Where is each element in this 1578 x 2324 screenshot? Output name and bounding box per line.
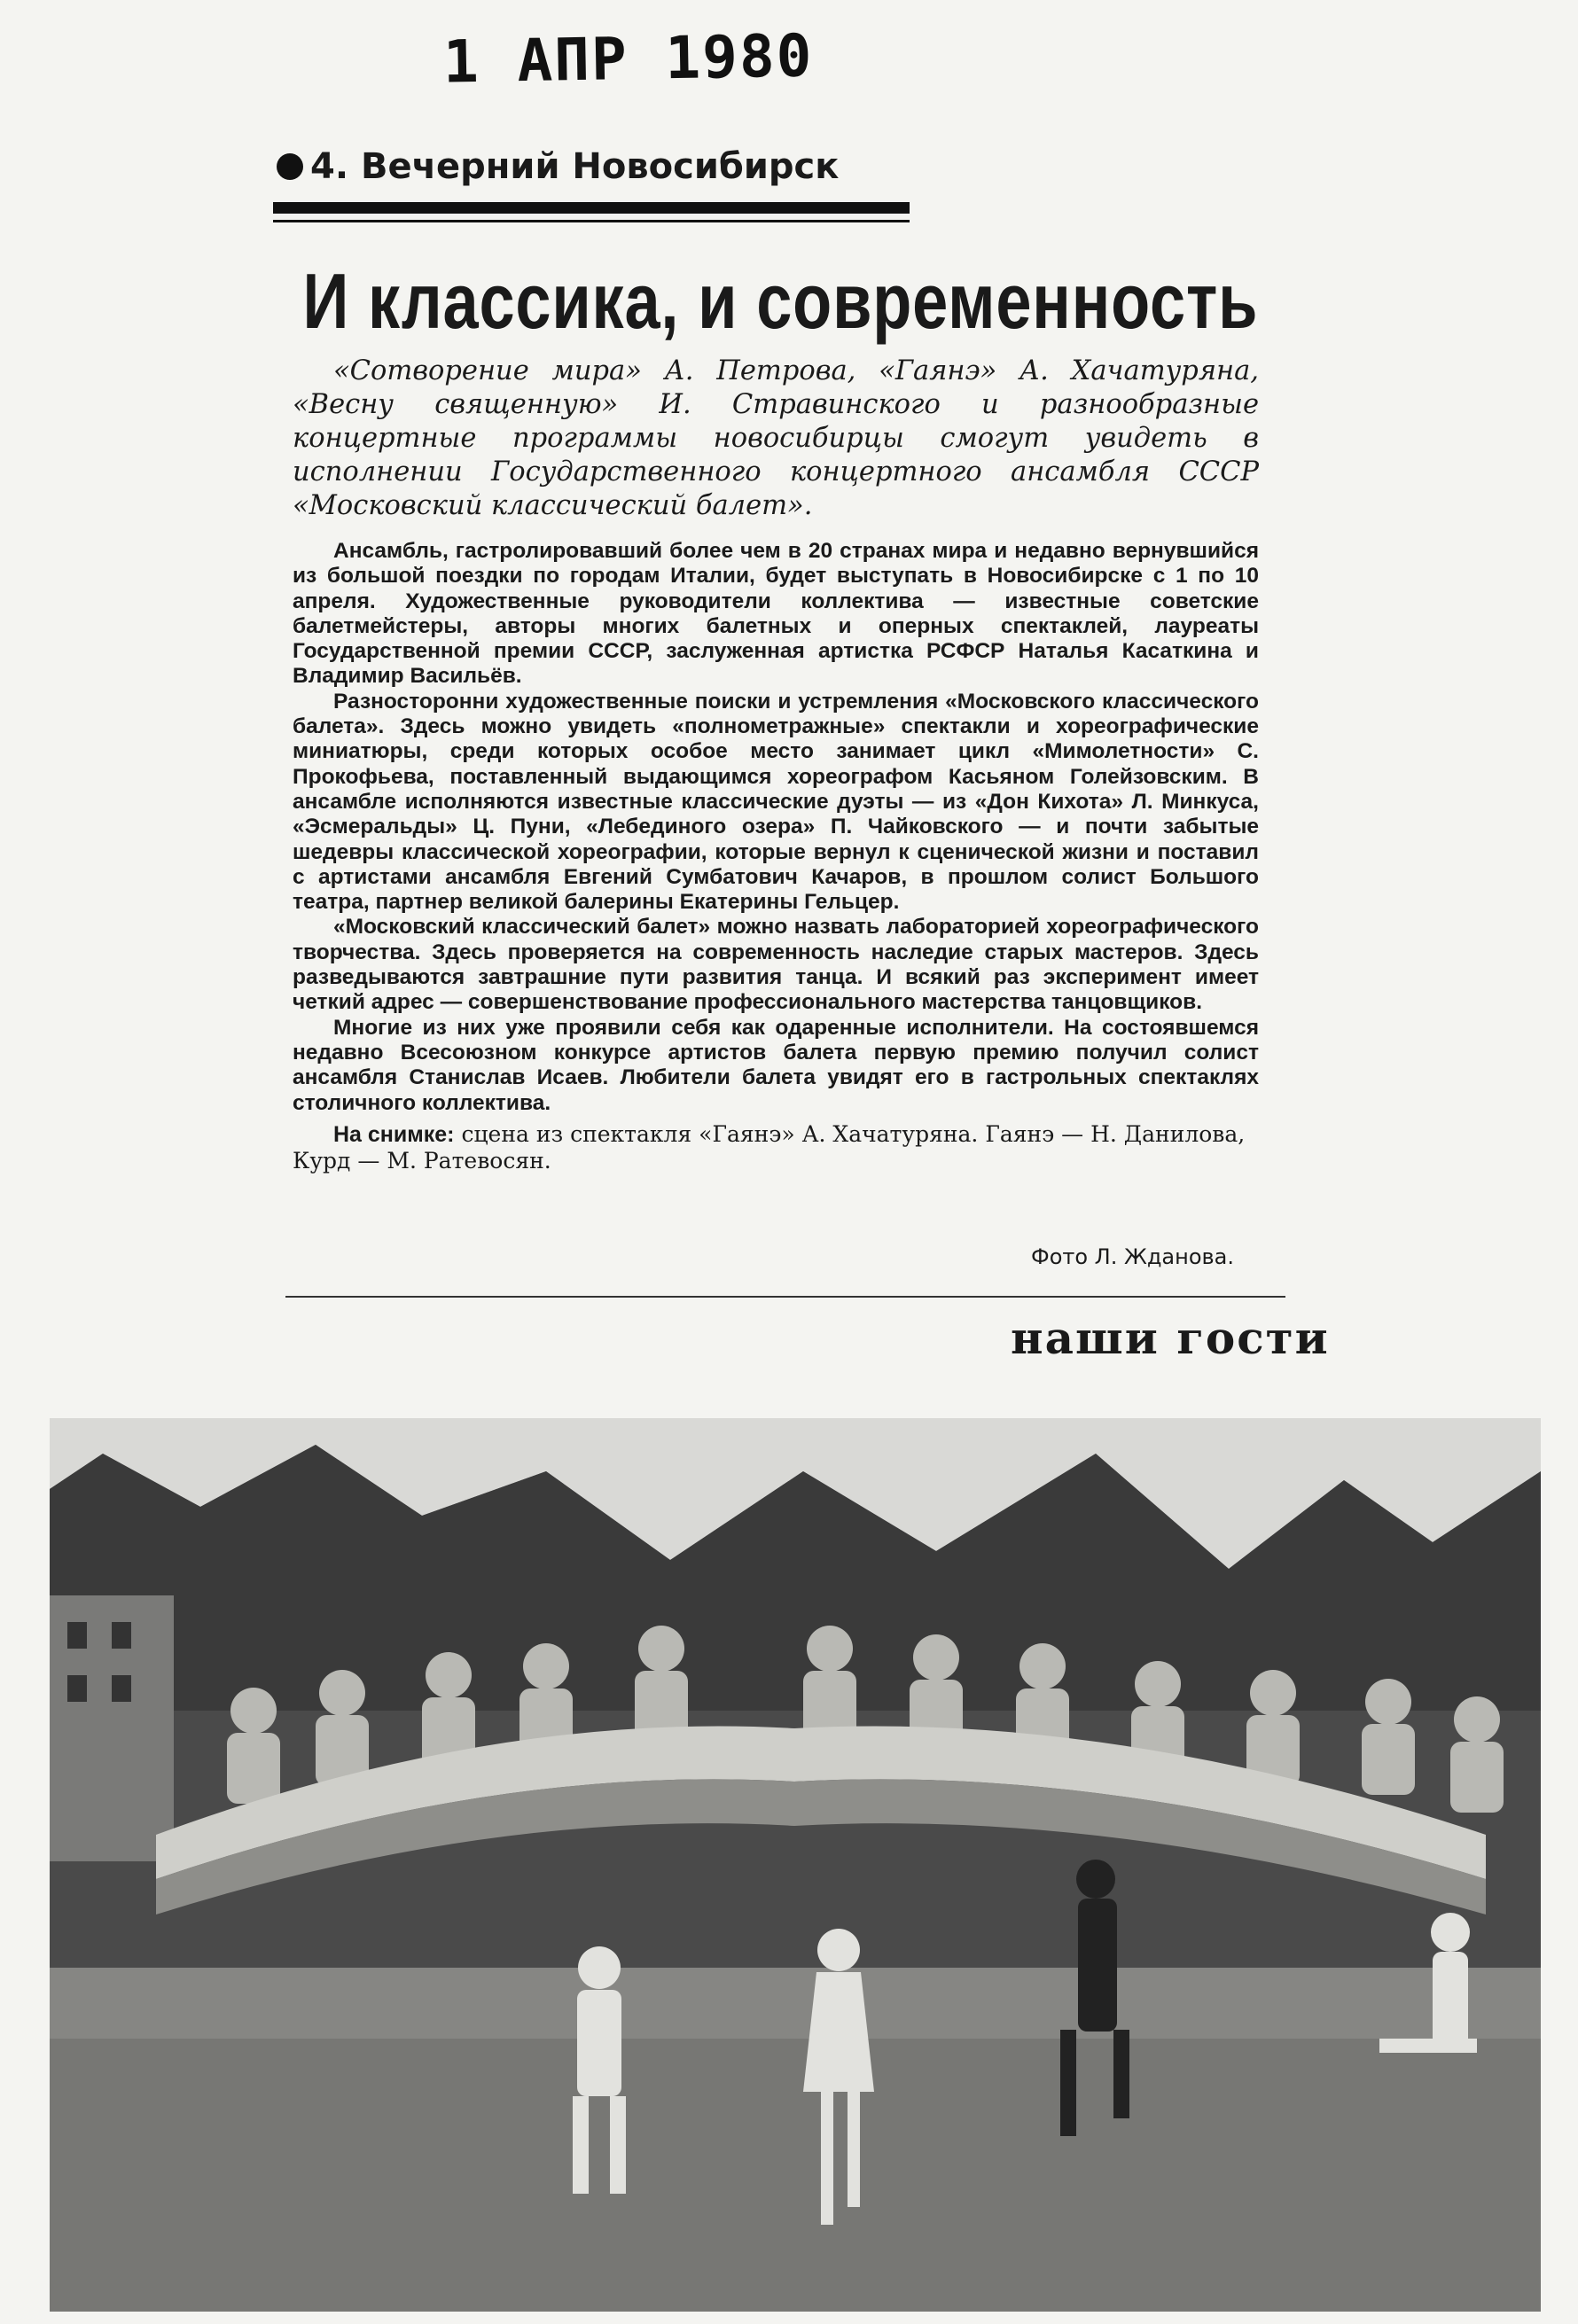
caption-text: сцена из спектакля «Гаянэ» А. Хачатуряна. Гаянэ — Н. Данилова, Курд — М. Ратевосян. [293, 1120, 1246, 1174]
credit-rule [285, 1296, 1285, 1298]
stage-photo-illustration [50, 1418, 1541, 2312]
article-paragraph: Разносторонни художественные поиски и устремления «Московского классического балета». Здесь можно увидеть «полнометражные» спектакли и хореографические миниатюры, среди которых особое место занимает цикл «Мимолетности» С. Прокофьева, поставленный выдающимся хореографом Касьяном Голейзовским. В ансамбле исполняются известные классические дуэты — из «Дон Кихота» Л. Минкуса, «Эсмеральды» Ц. Пуни, «Лебединого озера» П. Чайковского — и почти забытые шедевры классической хореографии, которые вернул к сценической жизни и поставил с артистами ансамбля Евгений Сумбатович Качаров, в прошлом солист Большого театра, партнер великой балерины Екатерины Гельцер. [293, 689, 1259, 915]
article [293, 232, 1259, 1287]
caption-label: На снимке: [333, 1121, 455, 1147]
bullet-icon [277, 153, 303, 180]
masthead-title: 4. Вечерний Новосибирск [310, 146, 840, 187]
photo-credit: Фото Л. Жданова. [1031, 1244, 1234, 1269]
masthead-rule-thick [273, 202, 910, 214]
newspaper-masthead [277, 146, 915, 187]
rubric-label: наши гости [1011, 1312, 1330, 1364]
article-paragraph: «Московский классический балет» можно назвать лабораторией хореографического творчества. Здесь проверяется на современность наследие старых мастеров. Здесь разведываются завтрашние пути развития танца. И всякий раз эксперимент имеет четкий адрес — совершенствование профессионального мастерства танцовщиков. [293, 915, 1259, 1015]
article-headline: И классика, и современность [302, 257, 1259, 345]
article-paragraph: Многие из них уже проявили себя как одаренные исполнители. На состоявшемся недавно Всесоюзном конкурсе артистов балета первую премию получил солист ансамбля Станислав Исаев. Любители балета увидят его в гастрольных спектаклях столичного коллектива. [293, 1015, 1259, 1115]
masthead-rule-thin [273, 220, 910, 222]
photo-caption [293, 1121, 1259, 1174]
article-lead: «Сотворение мира» А. Петрова, «Гаянэ» А. Хачатуряна, «Весну священную» И. Стравинского и разнообразные концертные программы новосибирцы смогут увидеть в исполнении Государственного концертного ансамбля СССР «Московский классический балет». [293, 355, 1259, 521]
date-stamp: 1 АПР 1980 [442, 21, 814, 97]
stage-photo [50, 1418, 1541, 2312]
article-paragraph: Ансамбль, гастролировавший более чем в 20 странах мира и недавно вернувшийся из большой поездки по городам Италии, будет выступать в Новосибирске с 1 по 10 апреля. Художественные руководители коллектива — известные советские балетмейстеры, авторы многих балетных и оперных спектаклей, лауреаты Государственной премии СССР, заслуженная артистка РСФСР Наталья Касаткина и Владимир Васильёв. [293, 539, 1259, 689]
article-body [293, 539, 1259, 1116]
